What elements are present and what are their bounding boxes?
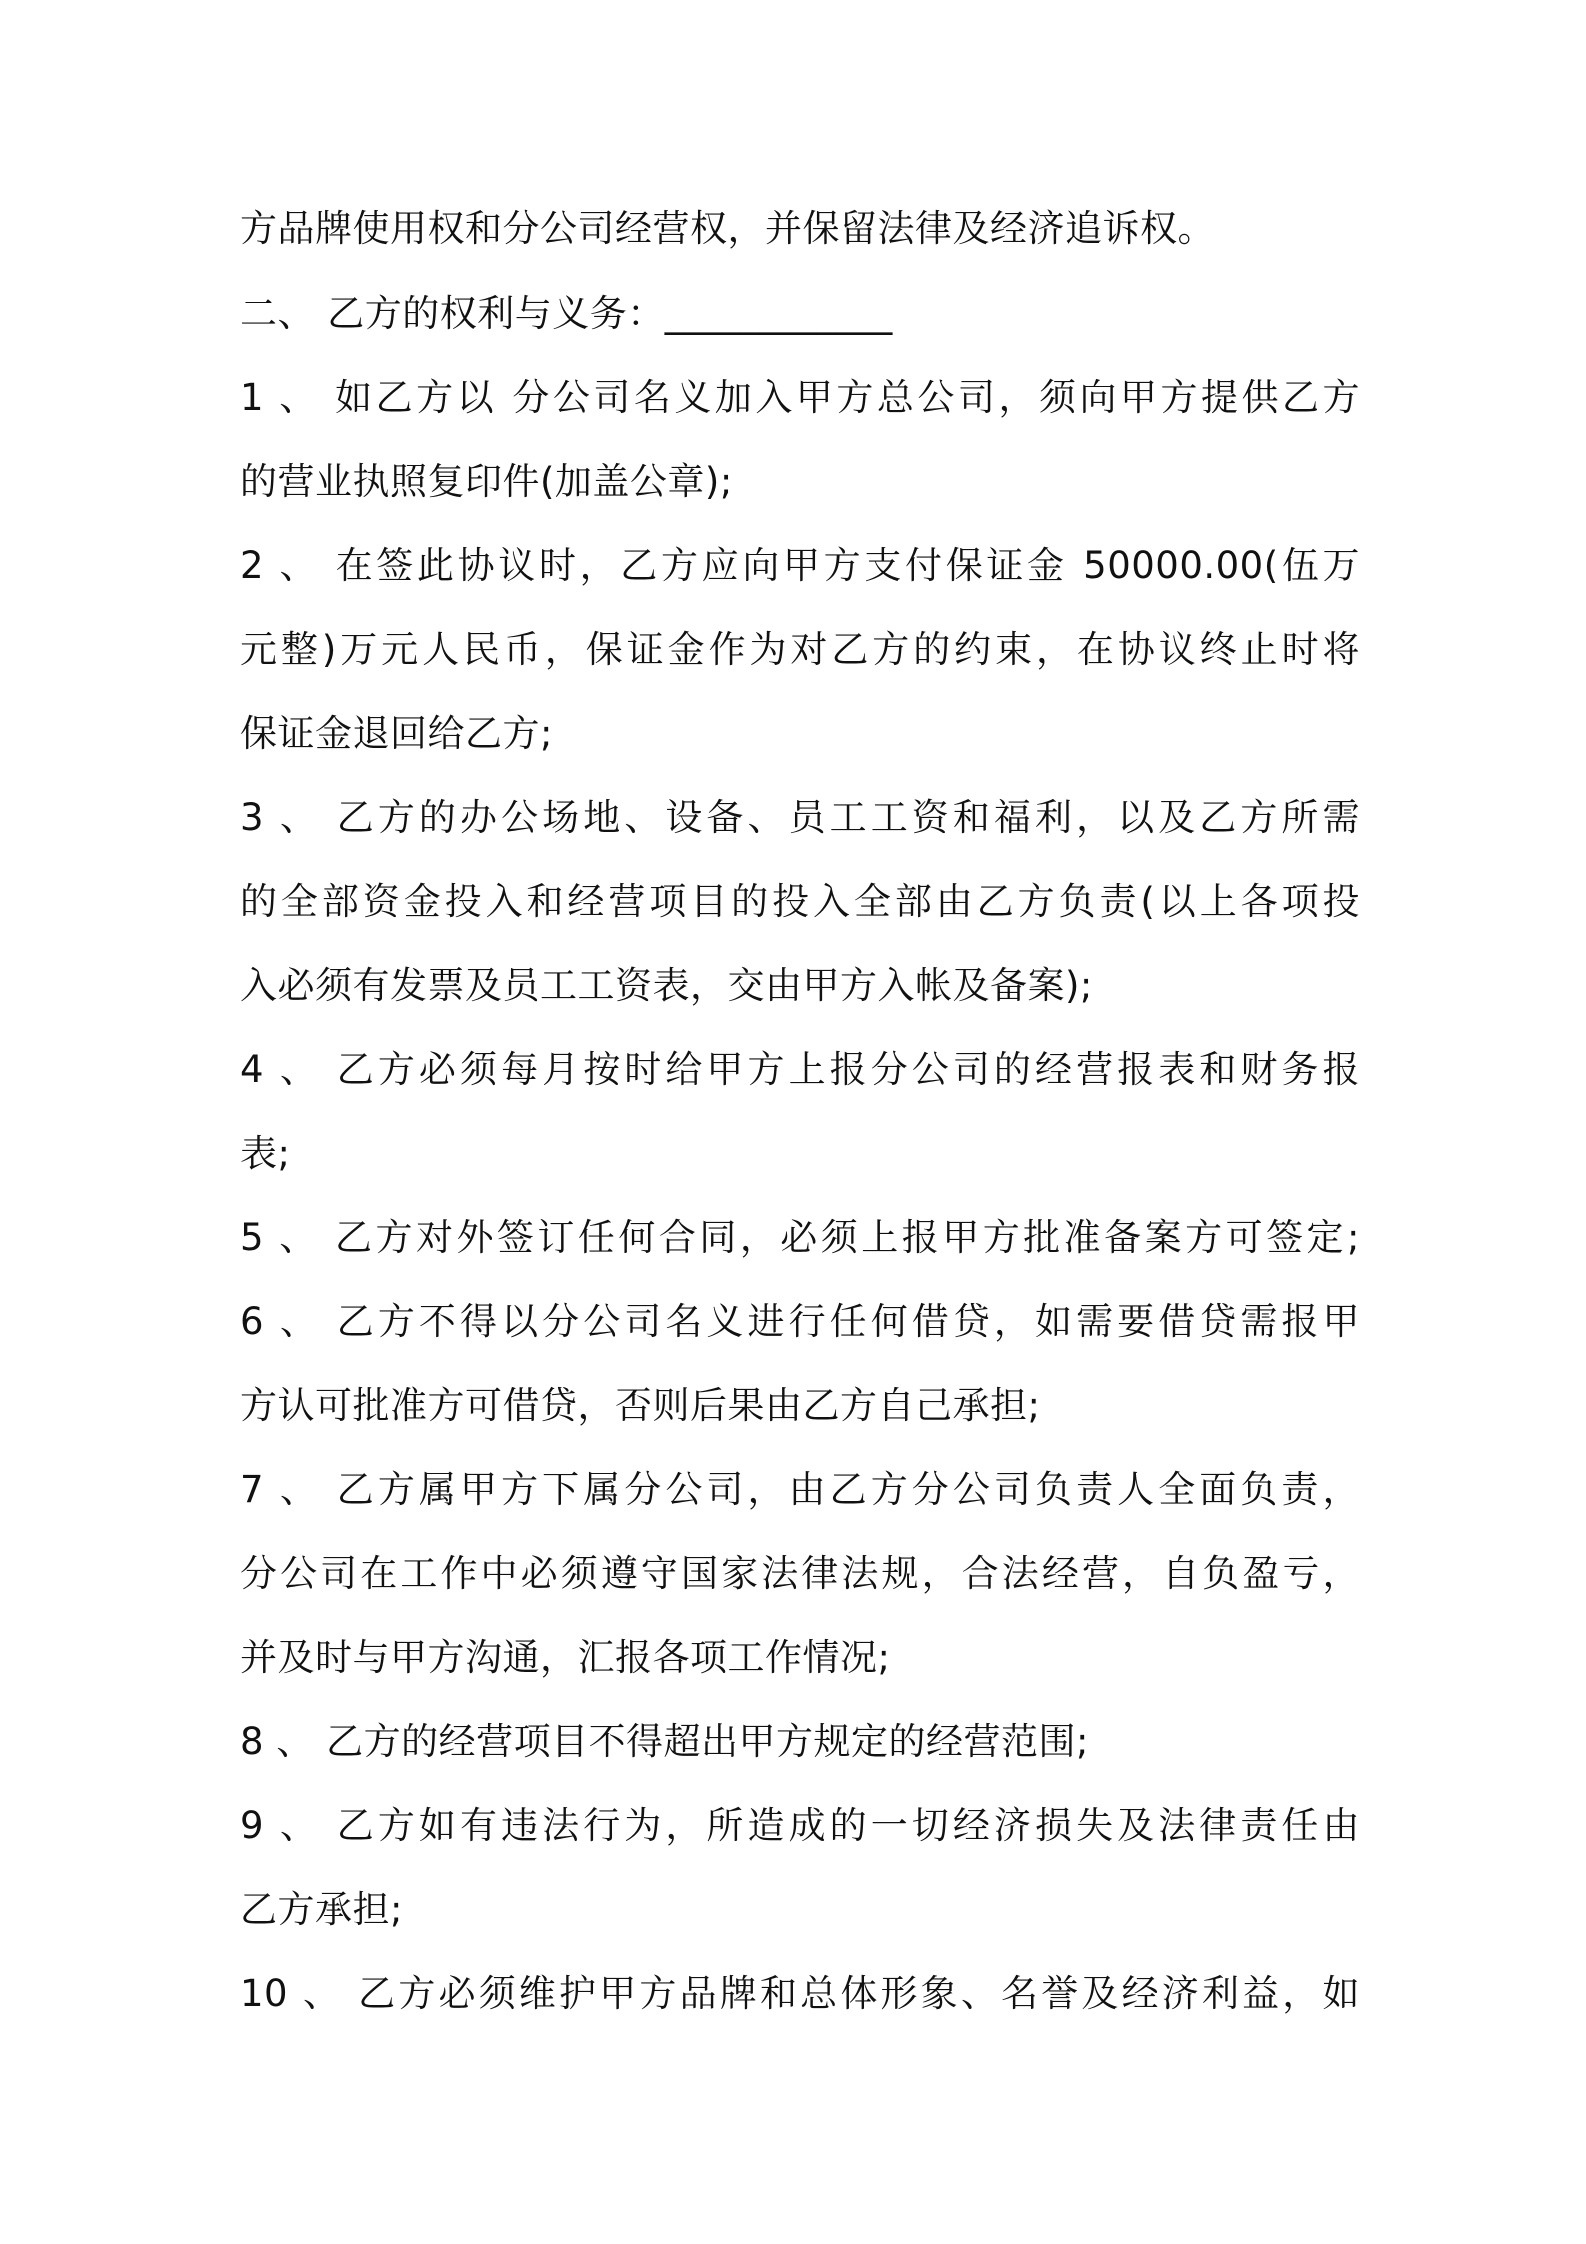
text-line: 乙方承担; [240,1888,403,1931]
text-line: 入必须有发票及员工工资表，交由甲方入帐及备案); [240,964,1093,1007]
text-line: 表; [240,1132,291,1175]
text-line: 9 、 乙方如有违法行为，所造成的一切经济损失及法律责任由 [240,1804,1360,1847]
text-line: 的全部资金投入和经营项目的投入全部由乙方负责(以上各项投 [240,880,1360,923]
text-line: 1 、 如乙方以 分公司名义加入甲方总公司，须向甲方提供乙方 [240,376,1360,419]
text-line: 元整)万元人民币，保证金作为对乙方的约束，在协议终止时将 [240,628,1360,671]
text-line: 的营业执照复印件(加盖公章); [240,460,733,503]
text-line: 分公司在工作中必须遵守国家法律法规，合法经营，自负盈亏， [240,1552,1360,1595]
text-line: 3 、 乙方的办公场地、设备、员工工资和福利，以及乙方所需 [240,796,1360,839]
text-line: 方认可批准方可借贷，否则后果由乙方自己承担; [240,1384,1041,1427]
text-line: 10 、 乙方必须维护甲方品牌和总体形象、名誉及经济利益，如 [240,1972,1360,2015]
text-line: 保证金退回给乙方; [240,712,553,755]
section-heading: 二、 乙方的权利与义务：____________ [240,292,893,335]
text-line: 8 、 乙方的经营项目不得超出甲方规定的经营范围; [240,1720,1090,1763]
text-line: 4 、 乙方必须每月按时给甲方上报分公司的经营报表和财务报 [240,1048,1360,1091]
text-line: 并及时与甲方沟通，汇报各项工作情况; [240,1636,891,1679]
text-line: 5 、 乙方对外签订任何合同，必须上报甲方批准备案方可签定; [240,1216,1360,1259]
text-line: 方品牌使用权和分公司经营权，并保留法律及经济追诉权。 [240,207,1215,250]
text-line: 7 、 乙方属甲方下属分公司，由乙方分公司负责人全面负责， [240,1468,1360,1511]
text-line: 6 、 乙方不得以分公司名义进行任何借贷，如需要借贷需报甲 [240,1300,1360,1343]
text-line: 2 、 在签此协议时，乙方应向甲方支付保证金 50000.00(伍万 [240,544,1360,587]
